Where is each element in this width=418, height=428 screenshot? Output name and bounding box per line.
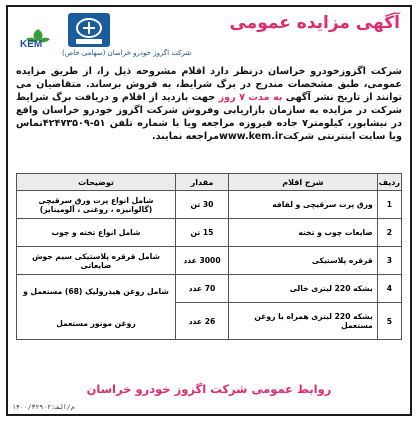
- row-desc: شامل انواع پرت ورق سرقیچی (گالوانیزه ، روغنی ، آلومینایز): [17, 191, 176, 219]
- publication-code: م/الف:۱۴۰۰/۳۲۹۰۲: [12, 403, 75, 411]
- items-table-wrap: [16, 173, 402, 340]
- notice-title: آگهی مزایده عمومی: [229, 13, 400, 33]
- row-num: 1: [377, 191, 401, 219]
- auction-notice: [6, 5, 412, 416]
- header-desc: توضیحات: [17, 174, 176, 191]
- row-num: 4: [377, 275, 401, 303]
- header-item: شرح اقلام: [229, 174, 378, 191]
- body-text-highlight: به مدت ۷ روز: [218, 92, 283, 103]
- header: [8, 7, 410, 69]
- notice-body: [16, 65, 402, 143]
- row-item: قرقره پلاستیکی: [229, 247, 378, 275]
- row-item: بشکه 220 لیتری خالی: [229, 275, 378, 303]
- body-text-part2: جهت بازدید از اقلام و دریافت برگ شرایط شرکت در مزایده به سازمان بازاریابی وفروش شرکت اگزوز خودرو خراسان واقع در نیشابور، کیلومتر۷ جاده فیروزه مراجعه ویا با شماره تلفن ۵۱-۴۲۴۷۳۵۰۹تماس ویا سایت اینترنتی شرکتwww.kem.irمراجعه نمایند.: [16, 92, 402, 142]
- row-desc: شامل قرقره پلاستیکی سیم جوش ضایعاتی: [17, 247, 176, 275]
- row-item: بشکه 220 لیتری همراه با روغن مستعمل: [229, 303, 378, 340]
- row-qty: 70 عدد: [176, 275, 229, 303]
- table-row: [17, 275, 402, 303]
- row-desc: شامل انواع تخته و چوب: [17, 219, 176, 247]
- row-qty: 3000 عدد: [176, 247, 229, 275]
- row-desc-merged: [17, 275, 176, 340]
- row-num: 5: [377, 303, 401, 340]
- footer-public-relations: روابط عمومی شرکت اگزوز خودرو خراسان: [86, 382, 332, 396]
- kem-logo-text: KEM: [20, 39, 43, 50]
- header-qty: مقدار: [176, 174, 229, 191]
- table-row: [17, 191, 402, 219]
- company-logos: [16, 11, 192, 67]
- row-qty: 30 تن: [176, 191, 229, 219]
- row-item: ضایعات چوب و تخته: [229, 219, 378, 247]
- row-qty: 26 عدد: [176, 303, 229, 340]
- row-item: ورق پرت سرقیچی و لفافه: [229, 191, 378, 219]
- table-header-row: [17, 174, 402, 191]
- table-row: [17, 219, 402, 247]
- row-desc-line1: شامل روغن هیدرولیک (68) مستعمل و: [23, 286, 169, 296]
- body-text-part1: شرکت اگزوزخودرو خراسان درنظر دارد اقلام مشروحه ذیل را، از طریق مزایده عمومی، طبق مشخصات مندرج در برگ شرایط، به فروش برساند. متقاضیان می توانند از تاریخ نشر آگهی: [16, 66, 402, 103]
- row-num: 3: [377, 247, 401, 275]
- row-desc-line2: روغن موتور مستعمل: [56, 318, 136, 328]
- row-num: 2: [377, 219, 401, 247]
- table-row: [17, 247, 402, 275]
- company-name-small: شرکت اگزوز خودرو خراسان (سهامی خاص): [62, 49, 192, 57]
- row-qty: 15 تن: [176, 219, 229, 247]
- header-row-num: ردیف: [377, 174, 401, 191]
- ikco-logo-icon: [68, 13, 110, 47]
- items-table: [16, 173, 402, 340]
